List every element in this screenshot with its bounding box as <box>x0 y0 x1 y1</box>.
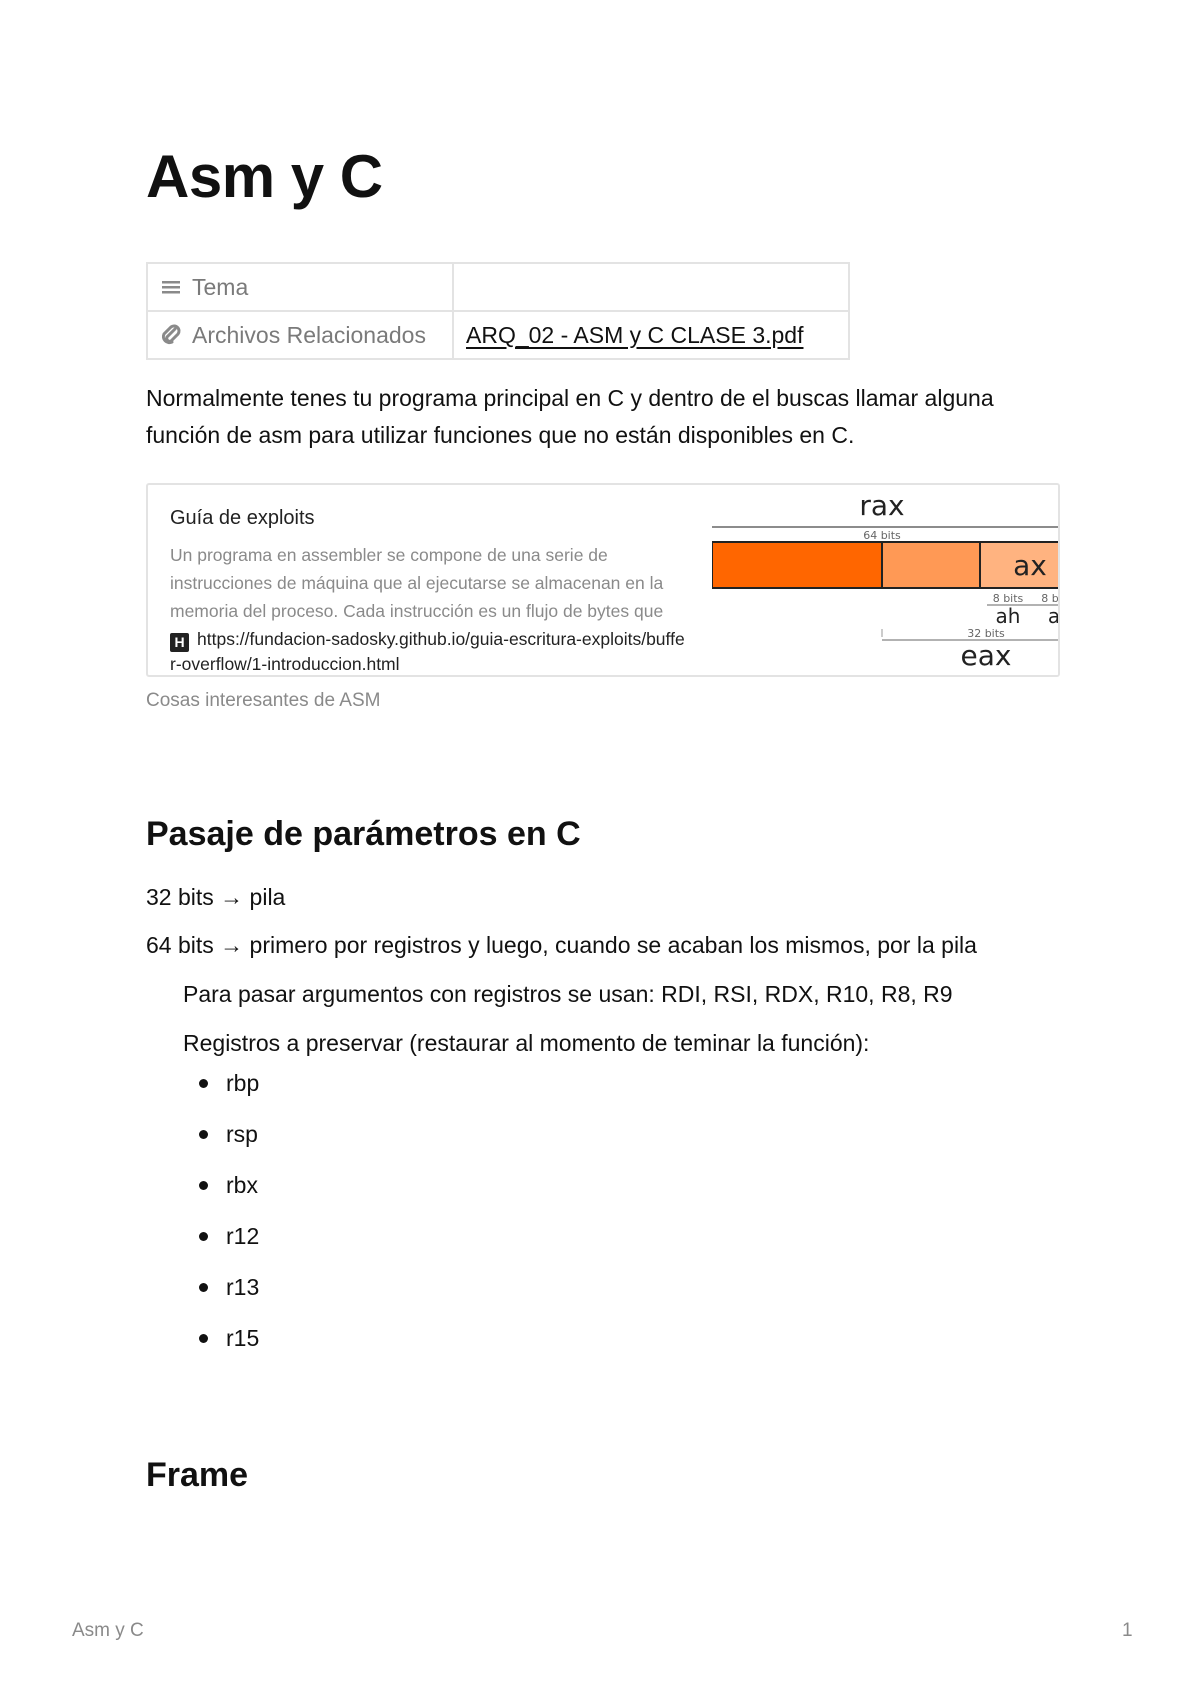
bits8b-label: 8 b <box>1041 592 1059 605</box>
al-label: a <box>1047 604 1061 628</box>
list-item: r13 <box>196 1274 259 1325</box>
register-diagram-image <box>712 485 1060 677</box>
property-row-archivos <box>147 311 849 359</box>
bookmark-text <box>170 507 690 677</box>
bits64-label: 64 bits <box>863 529 901 542</box>
footer-title: Asm y C <box>72 1620 144 1641</box>
bits8a-label: 8 bits <box>992 592 1024 605</box>
list-item: rbp <box>196 1070 259 1121</box>
list-item: rsp <box>196 1121 259 1172</box>
favicon-icon: H <box>170 633 189 652</box>
text-64-bits: 64 bits → primero por registros y luego, cuando se acaban los mismos, por la pila <box>146 932 977 958</box>
bookmark-caption: Cosas interesantes de ASM <box>146 690 381 711</box>
bookmark-url[interactable]: https://fundacion-sadosky.github.io/guia-escritura-exploits/buffer-overflow/1-introduccion.html <box>170 629 685 674</box>
text-registros-argumentos: Para pasar argumentos con registros se usan: RDI, RSI, RDX, R10, R8, R9 <box>183 981 953 1007</box>
bookmark-description: Un programa en assembler se compone de una serie de instrucciones de máquina que al ejecutarse se almacenan en la memoria del proceso. Cada instrucción es un flujo de bytes que <box>170 545 664 621</box>
paperclip-icon <box>160 324 182 346</box>
section-heading-parametros: Pasaje de parámetros en C <box>146 815 581 853</box>
property-row-tema <box>147 263 849 311</box>
property-key-cell <box>147 263 453 311</box>
rax-label: rax <box>859 489 905 522</box>
rax-bar <box>712 542 882 588</box>
bookmark-url-row <box>170 627 690 677</box>
property-key-archivos: Archivos Relacionados <box>192 321 426 348</box>
bookmark-card[interactable] <box>146 483 1060 677</box>
ah-label: ah <box>995 604 1021 628</box>
list-item: r12 <box>196 1223 259 1274</box>
property-key-cell <box>147 311 453 359</box>
list-item: rbx <box>196 1172 259 1223</box>
bits32-label: 32 bits <box>967 627 1005 640</box>
property-value-tema[interactable] <box>453 263 849 311</box>
intro-paragraph: Normalmente tenes tu programa principal en C y dentro de el buscas llamar alguna función de asm para utilizar funciones que no están disponibles en C. <box>146 385 994 448</box>
page-title: Asm y C <box>146 143 383 210</box>
property-key-tema: Tema <box>192 273 249 300</box>
attached-file-link[interactable]: ARQ_02 - ASM y C CLASE 3.pdf <box>466 321 804 348</box>
ax-label: ax <box>1013 549 1047 582</box>
section-heading-frame: Frame <box>146 1456 249 1494</box>
text-registros-preservar: Registros a preservar (restaurar al momento de teminar la función): <box>183 1030 870 1056</box>
eax-label: eax <box>960 639 1012 672</box>
properties-table <box>146 262 850 360</box>
property-value-archivos <box>453 311 849 359</box>
list-item: r15 <box>196 1325 259 1376</box>
list-icon <box>160 276 182 298</box>
bookmark-title: Guía de exploits <box>170 507 315 529</box>
eax-upper-bar <box>882 542 980 588</box>
page-number: 1 <box>1122 1620 1133 1641</box>
registers-list <box>196 1070 259 1376</box>
text-32-bits: 32 bits → pila <box>146 884 286 910</box>
